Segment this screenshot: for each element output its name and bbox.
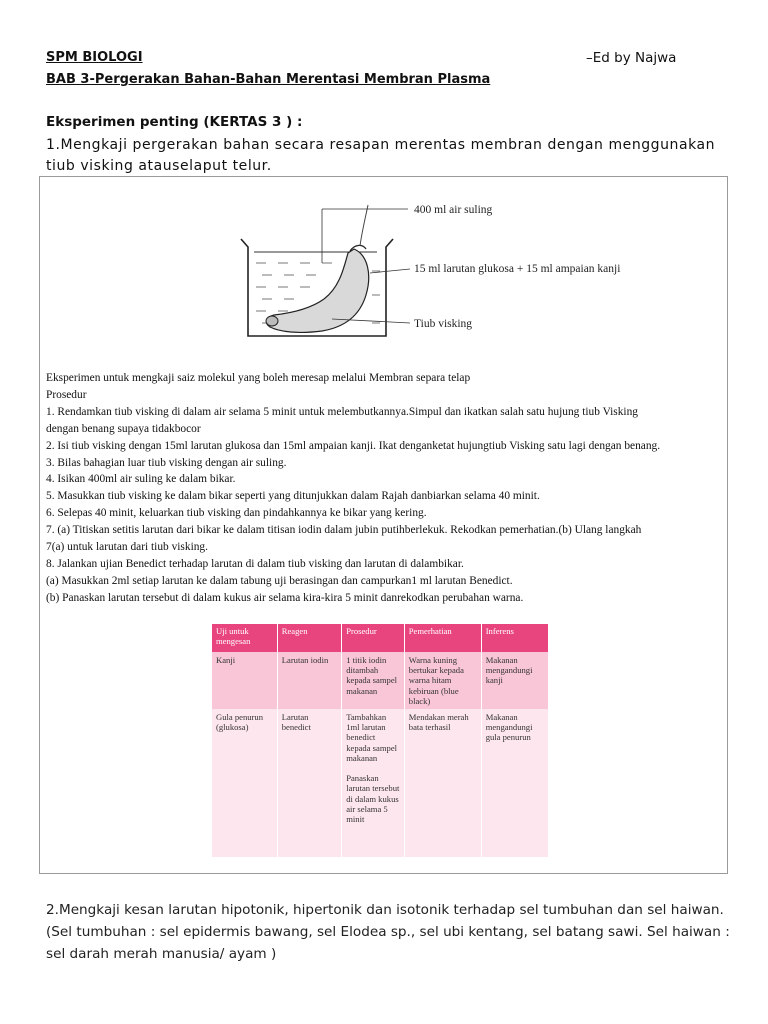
table-cell: Larutan iodin xyxy=(277,652,341,709)
procedure-line: 2. Isi tiub visking dengan 15ml larutan glukosa dan 15ml ampaian kanji. Ikat denganketat hujungtiub Visking satu lagi dengan benang. xyxy=(46,439,661,452)
table-header-cell: Pemerhatian xyxy=(404,624,481,652)
table-cell: Gula penurun (glukosa) xyxy=(212,709,277,857)
table-cell: Makanan mengandungi gula penurun xyxy=(481,709,548,857)
beaker-diagram xyxy=(236,191,666,359)
procedure-line: 7. (a) Titiskan setitis larutan dari bikar ke dalam titisan iodin dalam jubin putihberlekuk. Rekodkan pemerhatian.(b) Ulang langkah xyxy=(46,524,642,537)
procedure-text xyxy=(46,370,726,607)
procedure-line: 4. Isikan 400ml air suling ke dalam bikar. xyxy=(46,473,236,486)
procedure-line: 1. Rendamkan tiub visking di dalam air selama 5 minit untuk melembutkannya.Simpul dan ikatkan salah satu hujung tiub Visking xyxy=(46,405,638,418)
table-header-row xyxy=(212,624,549,652)
procedure-line: (b) Panaskan larutan tersebut di dalam kukus air selama kira-kira 5 minit danrekodkan perubahan warna. xyxy=(46,591,524,604)
table-row xyxy=(212,652,549,709)
label-distilled-water: 400 ml air suling xyxy=(414,204,493,216)
chapter-heading: BAB 3-Pergerakan Bahan-Bahan Merentasi Membran Plasma xyxy=(46,72,491,87)
procedure-line: 6. Selepas 40 minit, keluarkan tiub visking dan pindahkannya ke bikar yang kering. xyxy=(46,507,427,520)
document-title: SPM BIOLOGI xyxy=(46,50,143,65)
table-cell: Larutan benedict xyxy=(277,709,341,857)
procedure-line: 3. Bilas bahagian luar tiub visking dengan air suling. xyxy=(46,456,287,469)
table-cell: Kanji xyxy=(212,652,277,709)
procedure-line: 8. Jalankan ujian Benedict terhadap larutan di dalam tiub visking dan larutan di dalambikar. xyxy=(46,557,464,570)
food-test-table xyxy=(212,624,549,857)
experiment-1-title: 1.Mengkaji pergerakan bahan secara resapan merentas membran dengan menggunakan tiub visking atauselaput telur. xyxy=(46,137,716,174)
table-cell: 1 titik iodin ditambah kepada sampel makanan xyxy=(342,652,405,709)
table-header-cell: Prosedur xyxy=(342,624,405,652)
table-cell: Makanan mengandungi kanji xyxy=(481,652,548,709)
experiment-2-title: 2.Mengkaji kesan larutan hipotonik, hipertonik dan isotonik terhadap sel tumbuhan dan sel haiwan.(Sel tumbuhan : sel epidermis bawang, sel Elodea sp., sel ubi kentang, sel batang sawi. Sel haiwan : sel darah merah manusia/ ayam ) xyxy=(46,902,730,962)
author-credit: –Ed by Najwa xyxy=(586,50,677,66)
label-visking-tube: Tiub visking xyxy=(414,318,473,330)
table-cell: Tambahkan 1ml larutan benedict kepada sampel makanan Panaskan larutan tersebut di dalam kukus air selama 5 minit xyxy=(342,709,405,857)
procedure-line: dengan benang supaya tidakbocor xyxy=(46,422,201,435)
label-solution: 15 ml larutan glukosa + 15 ml ampaian kanji xyxy=(414,263,621,275)
table-cell: Warna kuning bertukar kepada warna hitam kebiruan (blue black) xyxy=(404,652,481,709)
table-cell: Mendakan merah bata terhasil xyxy=(404,709,481,857)
procedure-line: Eksperimen untuk mengkaji saiz molekul yang boleh meresap melalui Membran separa telap xyxy=(46,372,471,384)
procedure-line: (a) Masukkan 2ml setiap larutan ke dalam tabung uji berasingan dan campurkan1 ml larutan Benedict. xyxy=(46,574,513,587)
procedure-line: Prosedur xyxy=(46,388,87,401)
section-heading: Eksperimen penting (KERTAS 3 ) : xyxy=(46,114,303,130)
table-header-cell: Inferens xyxy=(481,624,548,652)
table-header-cell: Uji untuk mengesan xyxy=(212,624,277,652)
procedure-line: 5. Masukkan tiub visking ke dalam bikar seperti yang ditunjukkan dalam Rajah danbiarkan selama 40 minit. xyxy=(46,490,540,503)
table-row xyxy=(212,709,549,857)
table-header-cell: Reagen xyxy=(277,624,341,652)
procedure-line: 7(a) untuk larutan dari tiub visking. xyxy=(46,541,208,554)
experiment-1-panel xyxy=(39,176,728,874)
